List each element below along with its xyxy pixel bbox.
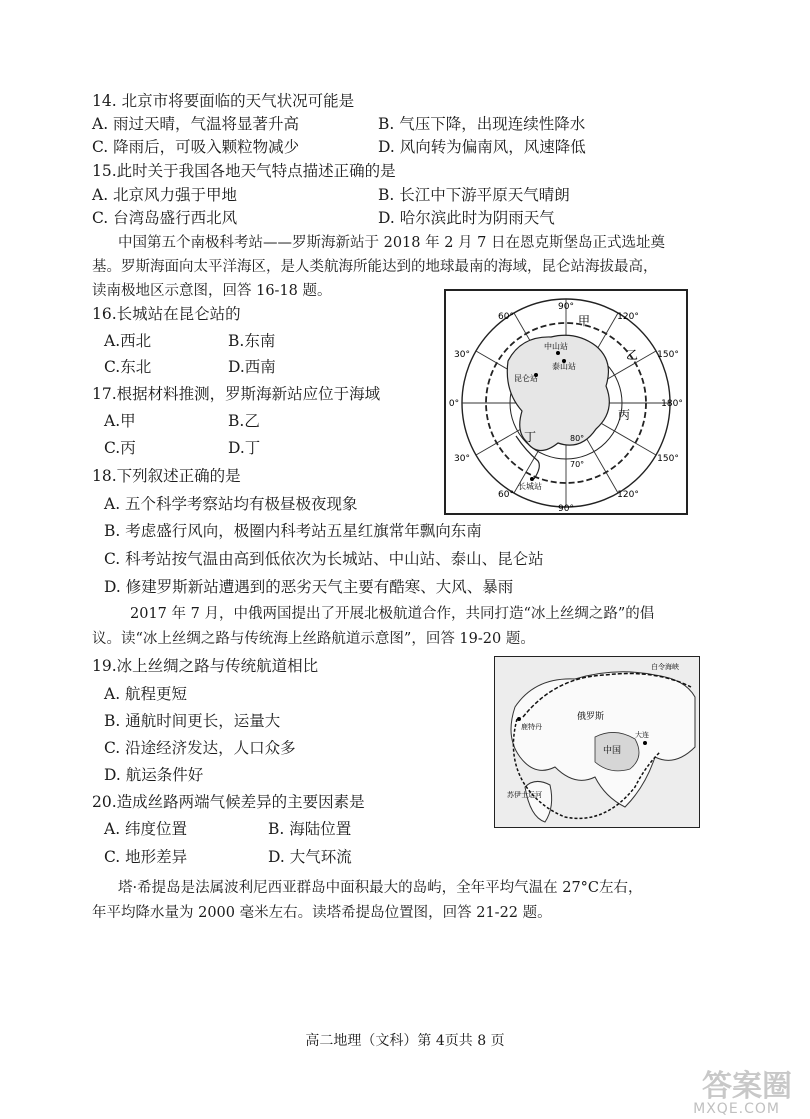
watermark-logo: 答案圈 bbox=[702, 1069, 792, 1104]
lon-label-bottom-left: 60° bbox=[498, 490, 514, 500]
watermark-url: MXQE.COM bbox=[693, 1101, 780, 1117]
antarctic-map bbox=[444, 289, 688, 515]
q20-option-c: C. 地形差异 bbox=[104, 848, 188, 866]
q15-option-b: B. 长江中下游平原天气晴朗 bbox=[378, 186, 570, 204]
q20-option-a: A. 纬度位置 bbox=[104, 820, 188, 838]
intro-21-line-1: 塔·希提岛是法属波利尼西亚群岛中面积最大的岛屿，全年平均气温在 27°C左右， bbox=[118, 880, 643, 896]
q17-option-c: C.丙 bbox=[104, 439, 136, 457]
station-kunlun-label: 昆仑站 bbox=[514, 374, 538, 383]
q20-option-d: D. 大气环流 bbox=[268, 848, 352, 866]
q19-option-b: B. 通航时间更长，运量大 bbox=[104, 712, 281, 730]
station-zhongshan-marker bbox=[556, 351, 560, 355]
arctic-route-map bbox=[494, 656, 700, 828]
lon-label-left-lower: 30° bbox=[454, 454, 470, 464]
q15-stem: 15.此时关于我国各地天气特点描述正确的是 bbox=[92, 162, 396, 180]
station-taishan-label: 泰山站 bbox=[552, 362, 576, 371]
q18-option-b: B. 考虑盛行风向，极圈内科考站五星红旗常年飘向东南 bbox=[104, 522, 482, 540]
q17-stem: 17.根据材料推测，罗斯海新站应位于海域 bbox=[92, 385, 381, 403]
q17-option-b: B.乙 bbox=[228, 412, 260, 430]
q17-option-a: A.甲 bbox=[104, 412, 136, 430]
lon-label-top: 90° bbox=[558, 302, 574, 312]
lon-label-top-left: 60° bbox=[498, 312, 514, 322]
q19-stem: 19.冰上丝绸之路与传统航道相比 bbox=[92, 657, 319, 675]
rotterdam-marker bbox=[517, 717, 521, 721]
station-changcheng-label: 长城站 bbox=[518, 482, 542, 491]
dalian-marker bbox=[643, 741, 647, 745]
lon-label-top-right: 120° bbox=[617, 312, 639, 322]
q16-option-b: B.东南 bbox=[228, 332, 276, 350]
q14-option-b: B. 气压下降，出现连续性降水 bbox=[378, 115, 586, 133]
page-footer: 高二地理（文科）第 4页共 8 页 bbox=[305, 1033, 505, 1049]
intro-16-line-3: 读南极地区示意图，回答 16-18 题。 bbox=[92, 283, 332, 299]
q18-stem: 18.下列叙述正确的是 bbox=[92, 467, 241, 485]
lat-label-80: 80° bbox=[570, 434, 585, 443]
lat-label-70: 70° bbox=[570, 460, 585, 469]
lon-label-right: 180° bbox=[661, 399, 683, 409]
q16-stem: 16.长城站在昆仑站的 bbox=[92, 305, 241, 323]
label-bering: 白令海峡 bbox=[651, 663, 679, 671]
label-rotterdam: 鹿特丹 bbox=[521, 723, 542, 731]
q20-stem: 20.造成丝路两端气候差异的主要因素是 bbox=[92, 793, 365, 811]
intro-19-line-2: 议。读“冰上丝绸之路与传统海上丝路航道示意图”，回答 19-20 题。 bbox=[92, 631, 535, 647]
q14-option-a: A. 雨过天晴，气温将显著升高 bbox=[92, 115, 300, 133]
lon-label-left: 0° bbox=[448, 399, 460, 409]
station-changcheng-marker bbox=[530, 477, 534, 481]
q14-option-d: D. 风向转为偏南风，风速降低 bbox=[378, 138, 586, 156]
sea-label-yi: 乙 bbox=[626, 348, 639, 362]
lon-label-right-upper: 150° bbox=[657, 350, 679, 360]
station-zhongshan-label: 中山站 bbox=[544, 342, 568, 351]
intro-21-line-2: 年平均降水量为 2000 毫米左右。读塔希提岛位置图，回答 21-22 题。 bbox=[92, 905, 552, 921]
q14-stem: 14. 北京市将要面临的天气状况可能是 bbox=[92, 92, 355, 110]
lon-label-bottom: 90° bbox=[558, 504, 574, 513]
antarctic-map-svg bbox=[446, 291, 686, 513]
q19-option-a: A. 航程更短 bbox=[104, 685, 188, 703]
label-china: 中国 bbox=[603, 746, 622, 756]
arctic-route-map-svg bbox=[495, 657, 699, 827]
sea-label-jia: 甲 bbox=[578, 314, 591, 328]
lon-label-right-lower: 150° bbox=[657, 454, 679, 464]
label-dalian: 大连 bbox=[635, 731, 649, 739]
intro-16-line-1: 中国第五个南极科考站——罗斯海新站于 2018 年 2 月 7 日在恩克斯堡岛正式选址奠 bbox=[118, 235, 666, 251]
q20-option-b: B. 海陆位置 bbox=[268, 820, 352, 838]
q15-option-a: A. 北京风力强于甲地 bbox=[92, 186, 238, 204]
intro-19-line-1: 2017 年 7 月，中俄两国提出了开展北极航道合作，共同打造“冰上丝绸之路”的倡 bbox=[130, 606, 655, 622]
q16-option-d: D.西南 bbox=[228, 358, 276, 376]
q16-option-a: A.西北 bbox=[104, 332, 152, 350]
lon-label-left-upper: 30° bbox=[454, 350, 470, 360]
q18-option-a: A. 五个科学考察站均有极昼极夜现象 bbox=[104, 495, 358, 513]
q16-option-c: C.东北 bbox=[104, 358, 152, 376]
q19-option-c: C. 沿途经济发达，人口众多 bbox=[104, 739, 296, 757]
q19-option-d: D. 航运条件好 bbox=[104, 766, 204, 784]
q17-option-d: D.丁 bbox=[228, 439, 261, 457]
q18-option-c: C. 科考站按气温由高到低依次为长城站、中山站、泰山、昆仑站 bbox=[104, 550, 544, 568]
q14-option-c: C. 降雨后，可吸入颗粒物减少 bbox=[92, 138, 300, 156]
label-suez: 苏伊士运河 bbox=[507, 791, 542, 799]
sea-label-bing: 丙 bbox=[618, 408, 631, 422]
q15-option-c: C. 台湾岛盛行西北风 bbox=[92, 209, 238, 227]
label-russia: 俄罗斯 bbox=[577, 712, 605, 722]
lon-label-bottom-right: 120° bbox=[617, 490, 639, 500]
sea-label-ding: 丁 bbox=[524, 430, 537, 444]
q18-option-d: D. 修建罗斯新站遭遇到的恶劣天气主要有酷寒、大风、暴雨 bbox=[104, 578, 514, 596]
q15-option-d: D. 哈尔滨此时为阴雨天气 bbox=[378, 209, 555, 227]
intro-16-line-2: 基。罗斯海面向太平洋海区，是人类航海所能达到的地球最南的海域，昆仑站海拔最高， bbox=[92, 259, 658, 275]
